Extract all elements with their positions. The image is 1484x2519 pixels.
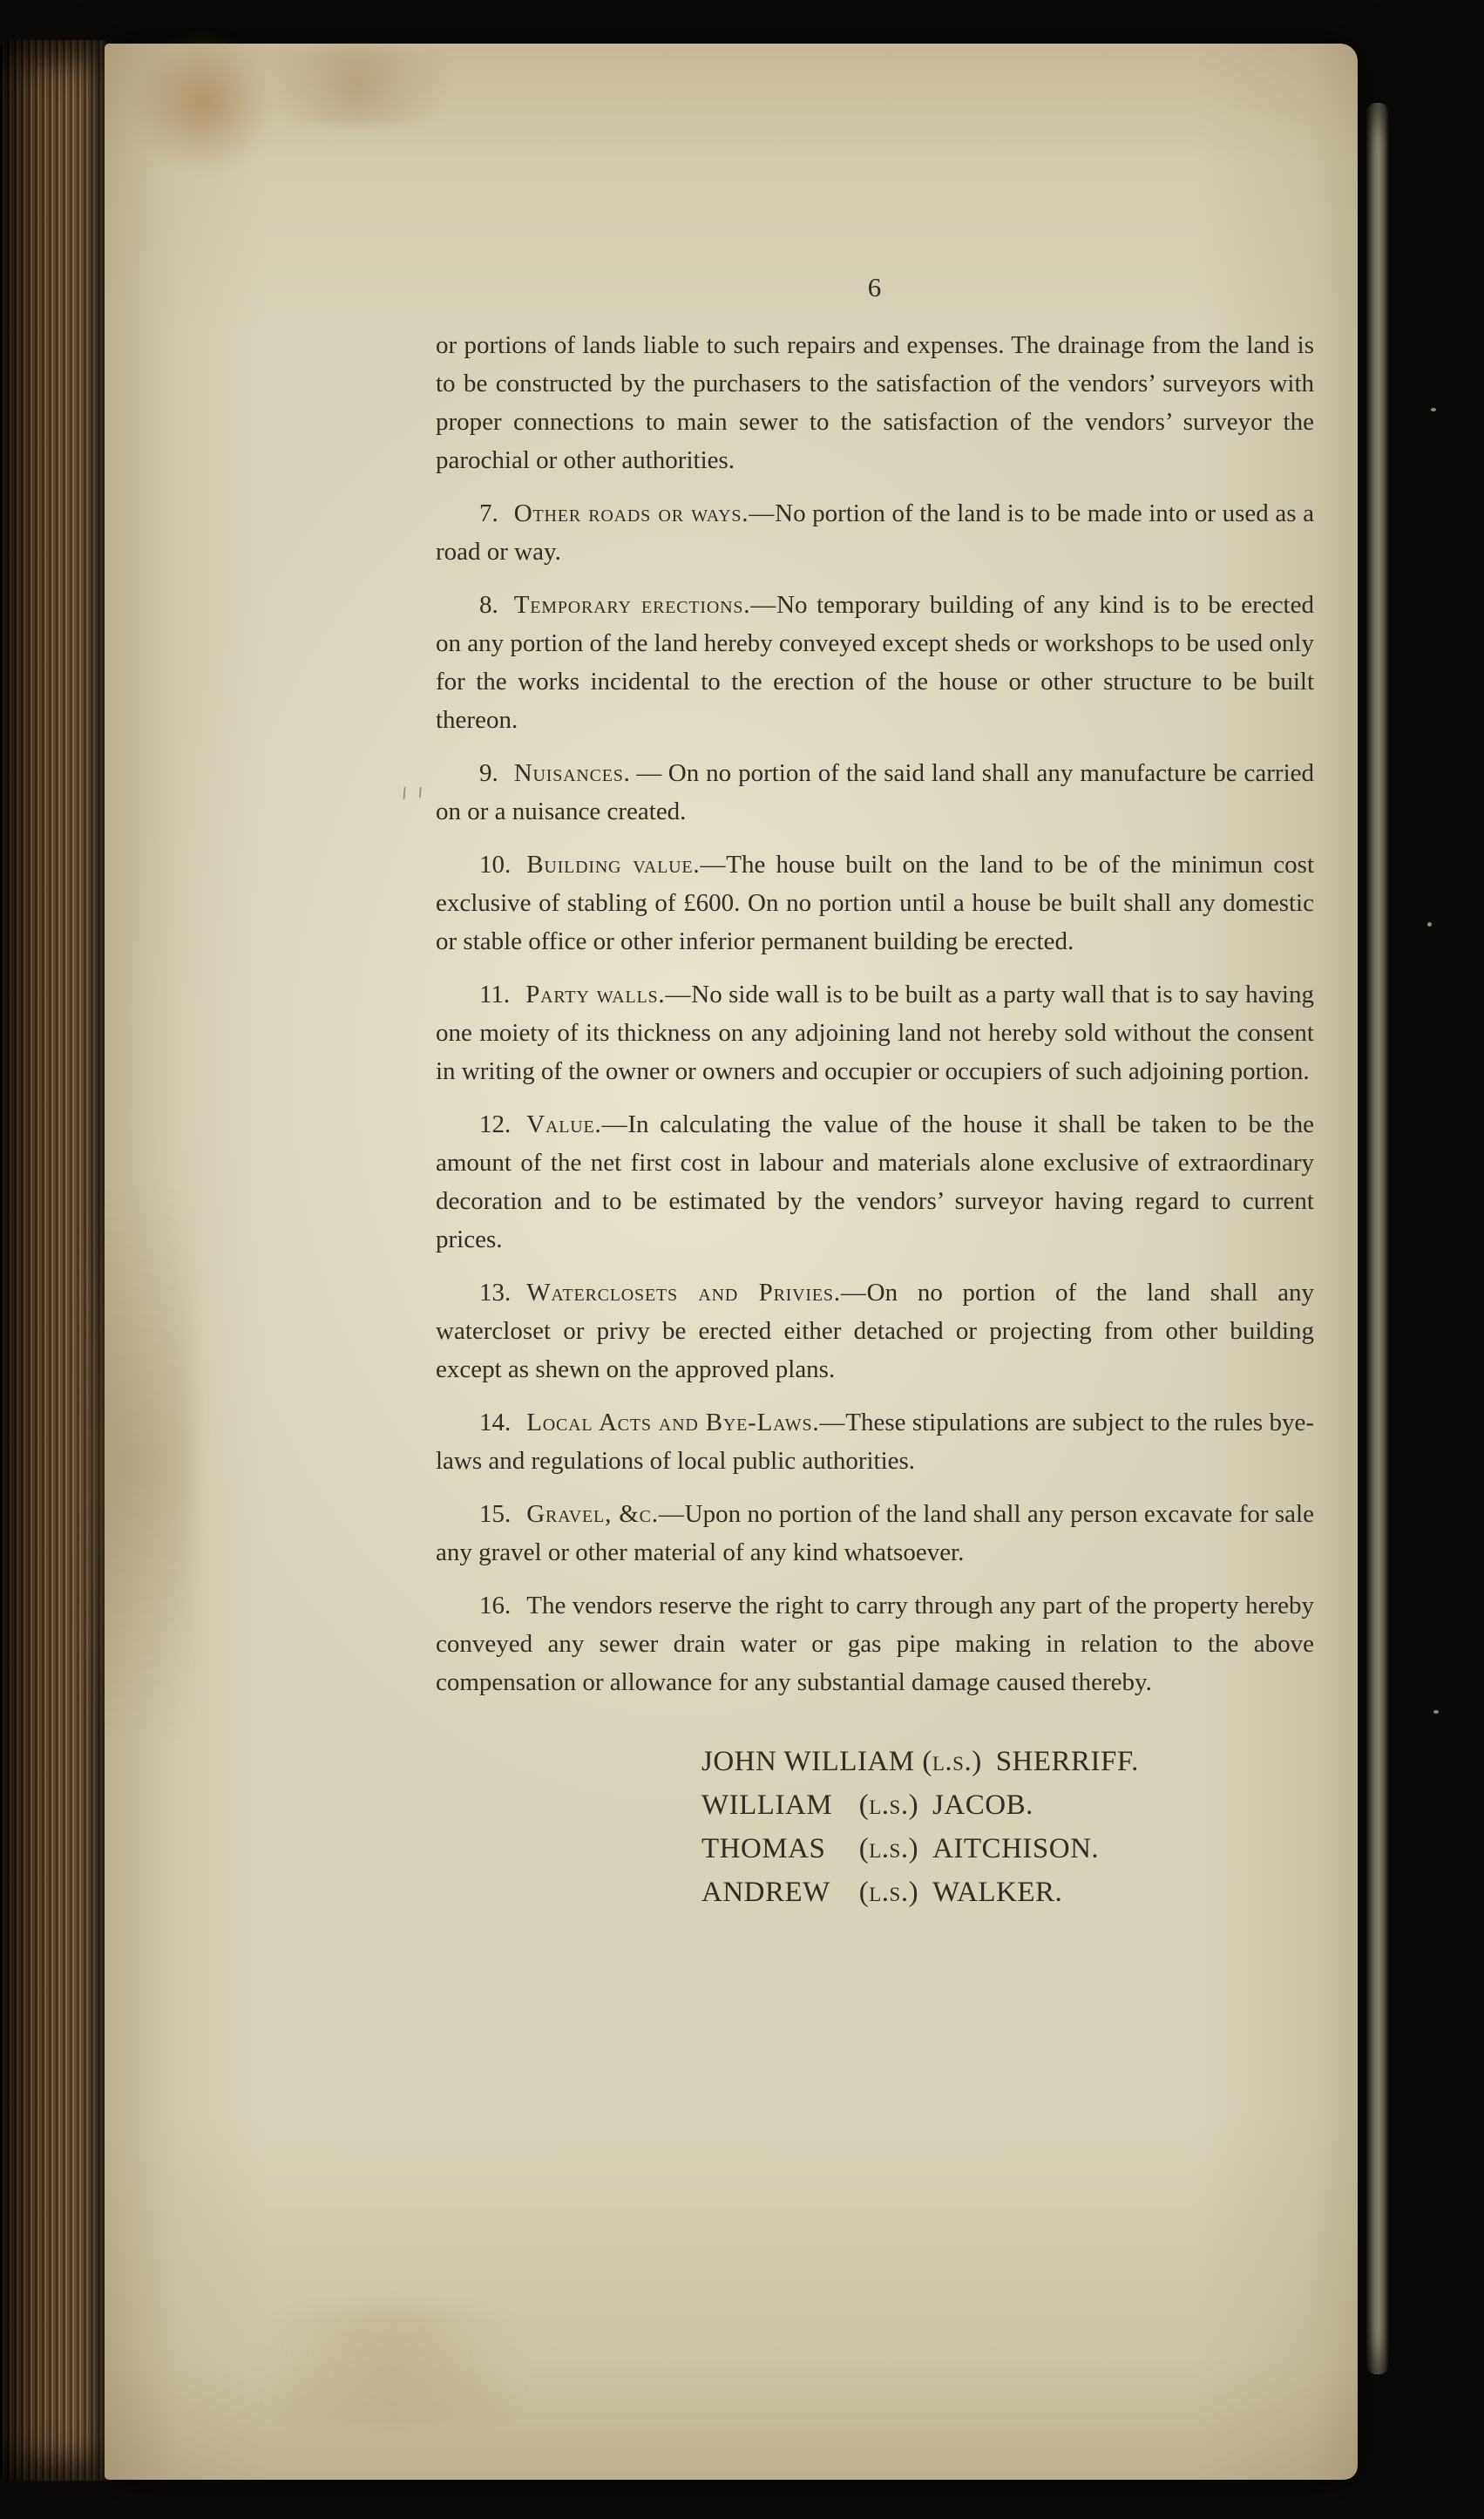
scan-artifact [1433,1710,1439,1714]
seal-abbreviation: (l.s.) [858,1877,919,1908]
paper-stain [120,33,286,173]
scan-artifact [1427,922,1432,927]
clause-number: 14. [479,1409,512,1436]
clause-number: 13. [479,1279,512,1307]
clause-heading: Value.— [526,1110,628,1138]
signature-line [701,1783,1314,1827]
clause-heading: Nuisances. — [513,759,668,787]
signature-forename: THOMAS [701,1833,826,1864]
adjacent-page-edge [1366,103,1389,2374]
clause-text: No side wall is to be built as a party wall that is to say having one moiety of its thickness on any adjoining land not hereby sold without the consent in writing of the owner or owners and occupier or occupiers of such adjoining portion. [436,981,1314,1085]
clause-paragraph-9 [436,754,1314,831]
clause-paragraph-10 [436,845,1314,961]
continuation-paragraph [436,326,1314,479]
clause-paragraph-12 [436,1105,1314,1259]
clause-number: 7. [479,499,498,527]
paragraph-text: or portions of lands liable to such repairs and expenses. The drainage from the land is to be constructed by the purchasers to the satisfaction of the vendors’ surveyors with proper connections to main sewer to the satisfaction of the vendors’ surveyor the parochial or other authorities. [436,331,1314,474]
signature-block [436,1740,1314,1914]
ink-smudge [396,784,429,800]
clause-text: The house built on the land to be of the minimun cost exclusive of stabling of £600. On no portion until a house be built shall any domestic or stable office or other inferior permanent building be erected. [436,851,1315,955]
clause-heading: Temporary erections.— [513,591,777,619]
clause-text: No temporary building of any kind is to be erected on any portion of the land hereby conveyed except sheds or workshops to be used only for the works incidental to the erection of the house or other structure to be built thereon. [436,591,1314,734]
seal-abbreviation: (l.s.) [922,1746,982,1777]
clause-number: 15. [479,1500,512,1528]
clause-number: 12. [479,1110,512,1138]
clause-heading: Party walls.— [525,981,692,1008]
scan-artifact [1431,408,1436,411]
clause-text: On no portion of the land shall any watercloset or privy be erected either detached or projecting from other building except as shewn on the approved plans. [436,1279,1314,1383]
paper-stain [235,47,479,126]
clause-number: 16. [479,1592,512,1619]
clause-paragraph-7 [436,494,1314,571]
clause-text: These stipulations are subject to the rules bye-laws and regulations of local public authorities. [436,1409,1314,1475]
signature-surname: JACOB. [932,1789,1033,1821]
clause-paragraph-15 [436,1495,1314,1572]
signature-surname: AITCHISON. [932,1833,1100,1864]
clause-number: 10. [479,851,512,879]
signature-forename: JOHN WILLIAM [701,1746,915,1777]
clause-paragraph-14 [436,1403,1314,1480]
clause-text: On no portion of the said land shall any manufacture be carried on or a nuisance created. [436,759,1314,825]
clause-text: In calculating the value of the house it shall be taken to be the amount of the net first cost in labour and materials alone exclusive of extraordinary decoration and to be estimated by the vendors’ surveyor having regard to current prices. [436,1110,1314,1253]
clause-heading: Waterclosets and Privies.— [526,1279,867,1307]
clause-number: 11. [479,981,511,1008]
clause-text: Upon no portion of the land shall any person excavate for sale any gravel or other material of any kind whatsoever. [436,1500,1314,1566]
signature-surname: WALKER. [932,1877,1063,1908]
scanned-page [105,44,1358,2480]
clause-heading: Building value.— [526,851,727,879]
book-spine-page-edges [0,40,106,2481]
clause-number: 9. [479,759,498,787]
clause-number: 8. [479,591,498,619]
clause-heading: Gravel, &c.— [526,1500,685,1528]
clause-paragraph-8 [436,586,1314,739]
clause-text: No portion of the land is to be made into or used as a road or way. [436,499,1314,566]
seal-abbreviation: (l.s.) [858,1833,919,1864]
clause-paragraph-11 [436,975,1314,1090]
clause-paragraph-13 [436,1273,1314,1389]
clause-heading: Other roads or ways.— [513,499,776,527]
page-number: 6 [867,272,883,302]
signature-line [701,1740,1314,1783]
clause-paragraph-16 [436,1586,1314,1701]
signature-forename: ANDREW [701,1877,830,1908]
page-text [436,268,1314,1914]
signature-line [701,1871,1314,1914]
signature-surname: SHERRIFF. [995,1746,1139,1777]
clause-text: The vendors reserve the right to carry through any part of the property hereby conveyed any sewer drain water or gas pipe making in relation to the above compensation or allowance for any substantial damage caused thereby. [436,1592,1314,1696]
clause-heading: Local Acts and Bye-Laws.— [526,1409,846,1436]
paper-stain [209,2305,575,2427]
signature-line [701,1827,1314,1871]
seal-abbreviation: (l.s.) [858,1789,919,1821]
signature-forename: WILLIAM [701,1789,833,1821]
